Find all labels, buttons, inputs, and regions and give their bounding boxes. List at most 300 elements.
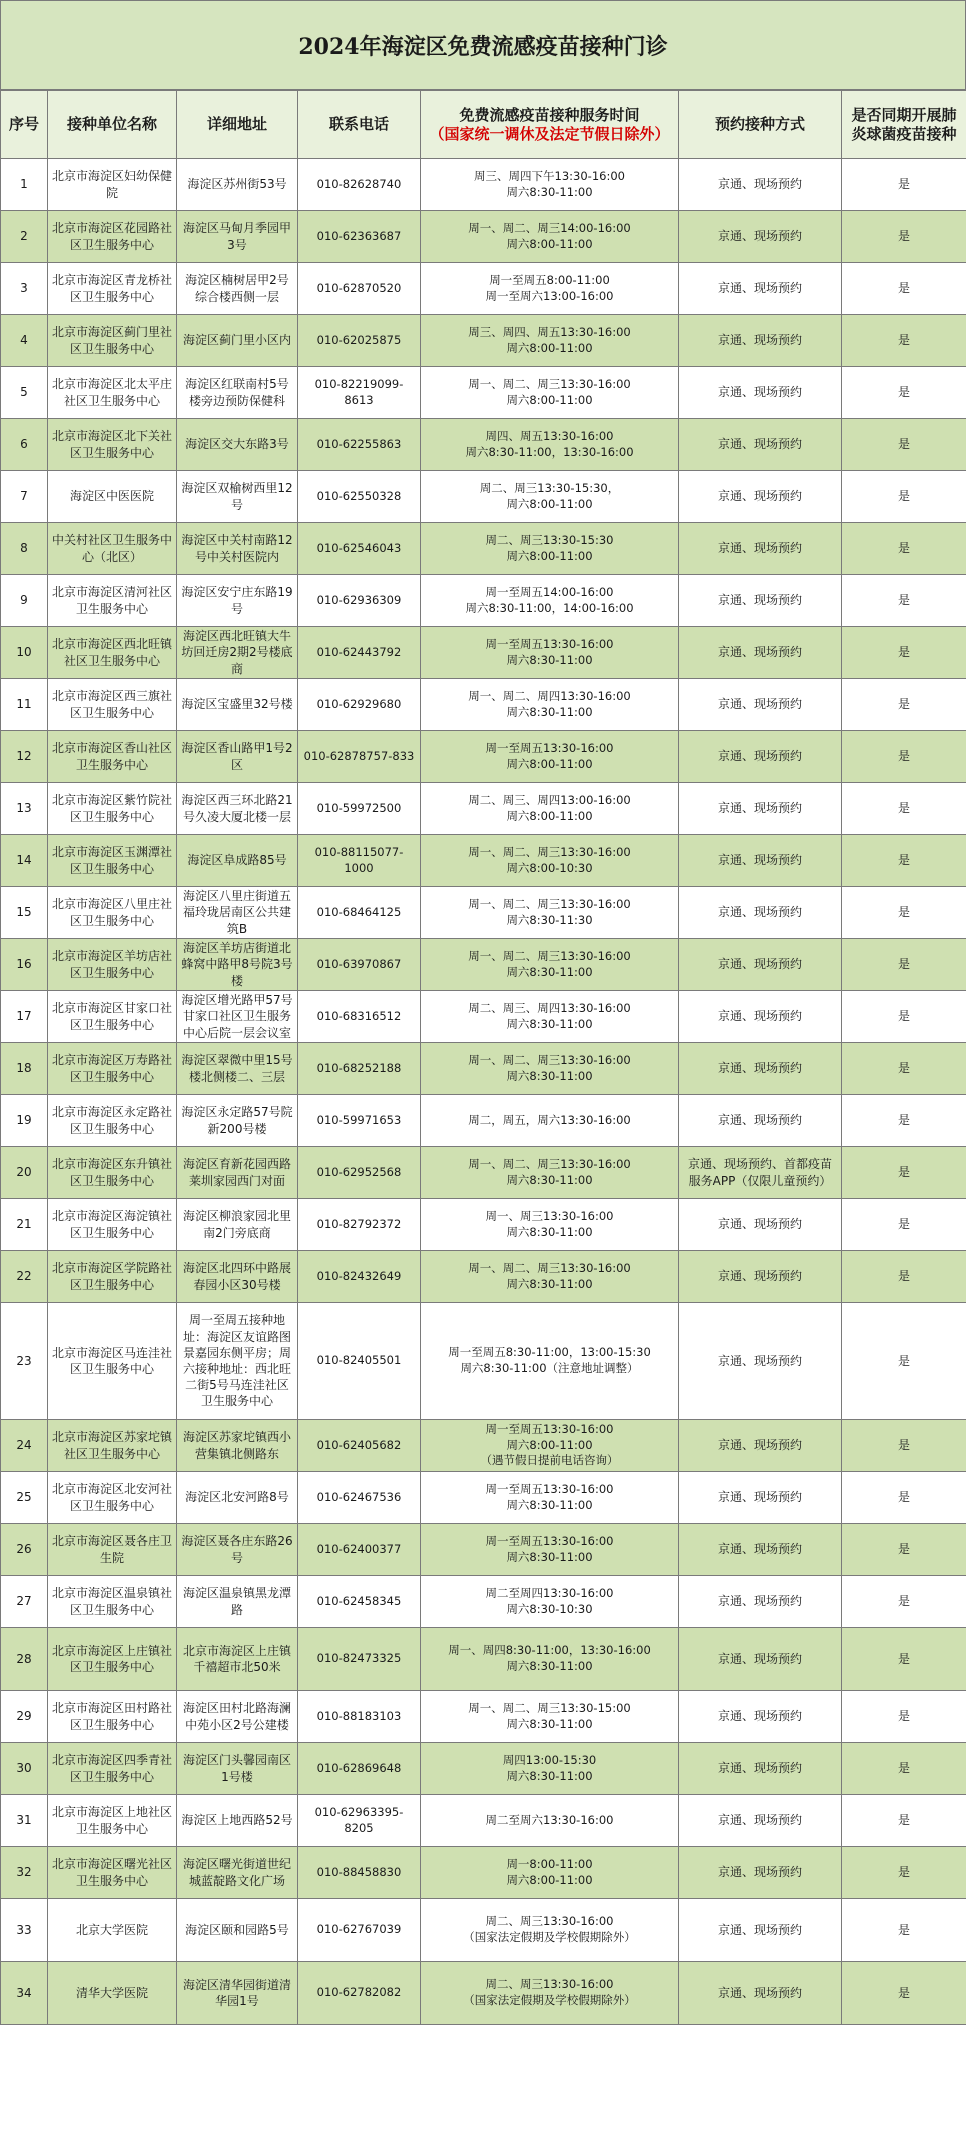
row-booking: 京通、现场预约 [679, 1303, 842, 1420]
row-phone: 010-62952568 [298, 1147, 421, 1199]
row-seq: 2 [1, 211, 48, 263]
row-hours-line: 周六8:00-11:00 [506, 236, 593, 251]
row-hours-line: 周六8:30-10:30 [506, 1601, 593, 1616]
row-booking: 京通、现场预约 [679, 211, 842, 263]
row-unit-name: 北京市海淀区田村路社区卫生服务中心 [48, 1691, 177, 1743]
row-hours [421, 1628, 679, 1691]
row-hours-line: 周六8:30-11:00 [506, 652, 593, 667]
row-address: 海淀区阜成路85号 [177, 835, 298, 887]
row-hours-line: 周三、周四下午13:30-16:00 [474, 168, 625, 183]
row-unit-name: 北京市海淀区蓟门里社区卫生服务中心 [48, 315, 177, 367]
row-hours [421, 1962, 679, 2025]
row-hours-line: 周一8:00-11:00 [506, 1856, 593, 1871]
row-hours [421, 211, 679, 263]
table-row [1, 1628, 966, 1691]
header-hours-main: 免费流感疫苗接种服务时间 [459, 105, 640, 124]
header-unit: 接种单位名称 [48, 91, 177, 159]
row-phone: 010-62443792 [298, 627, 421, 679]
row-hours-line: 周一至周六13:00-16:00 [485, 288, 614, 303]
row-booking: 京通、现场预约 [679, 939, 842, 991]
row-seq: 26 [1, 1524, 48, 1576]
row-pneumo: 是 [842, 575, 966, 627]
row-pneumo: 是 [842, 1628, 966, 1691]
row-phone: 010-88183103 [298, 1691, 421, 1743]
row-unit-name: 北京市海淀区羊坊店社区卫生服务中心 [48, 939, 177, 991]
table-row [1, 1576, 966, 1628]
row-phone: 010-62255863 [298, 419, 421, 471]
row-phone: 010-62467536 [298, 1472, 421, 1524]
row-phone: 010-59971653 [298, 1095, 421, 1147]
row-pneumo: 是 [842, 1199, 966, 1251]
row-unit-name: 北京市海淀区四季青社区卫生服务中心 [48, 1743, 177, 1795]
row-hours-line: 周一、周四8:30-11:00，13:30-16:00 [448, 1643, 651, 1658]
row-phone: 010-88458830 [298, 1847, 421, 1899]
row-address: 海淀区蓟门里小区内 [177, 315, 298, 367]
row-pneumo: 是 [842, 1043, 966, 1095]
row-booking: 京通、现场预约 [679, 1199, 842, 1251]
row-booking: 京通、现场预约 [679, 1420, 842, 1472]
row-hours-line: 周六8:30-11:00（注意地址调整） [460, 1361, 639, 1375]
row-seq: 20 [1, 1147, 48, 1199]
row-phone: 010-62929680 [298, 679, 421, 731]
row-hours-line: 周一、周二、周三13:30-15:00 [468, 1700, 631, 1715]
row-phone: 010-62546043 [298, 523, 421, 575]
row-address: 北京市海淀区上庄镇千禧超市北50米 [177, 1628, 298, 1691]
row-hours-line: 周一、周三13:30-16:00 [485, 1208, 614, 1223]
row-hours-line: 周六8:30-11:00，14:00-16:00 [465, 600, 634, 615]
row-hours [421, 1420, 679, 1472]
row-address: 海淀区红联南村5号楼旁边预防保健科 [177, 367, 298, 419]
row-hours-line: 周二、周三13:30-16:00 [485, 1914, 614, 1929]
table-row [1, 1847, 966, 1899]
row-pneumo: 是 [842, 1576, 966, 1628]
row-hours [421, 315, 679, 367]
row-seq: 31 [1, 1795, 48, 1847]
row-address: 周一至周五接种地址：海淀区友谊路图景嘉园东侧平房；周六接种地址：西北旺二街5号马连洼社区卫生服务中心 [177, 1303, 298, 1420]
row-phone: 010-82473325 [298, 1628, 421, 1691]
row-hours [421, 159, 679, 211]
row-unit-name: 北京市海淀区海淀镇社区卫生服务中心 [48, 1199, 177, 1251]
row-hours-line: （遇节假日提前电话咨询） [480, 1453, 619, 1468]
row-booking: 京通、现场预约 [679, 1576, 842, 1628]
row-booking: 京通、现场预约 [679, 991, 842, 1043]
row-phone: 010-68316512 [298, 991, 421, 1043]
row-address: 海淀区交大东路3号 [177, 419, 298, 471]
row-hours [421, 1147, 679, 1199]
table-row [1, 731, 966, 783]
row-hours-line: 周二至周四13:30-16:00 [485, 1585, 614, 1600]
header-seq: 序号 [1, 91, 48, 159]
row-pneumo: 是 [842, 1147, 966, 1199]
row-unit-name: 北京市海淀区聂各庄卫生院 [48, 1524, 177, 1576]
row-booking: 京通、现场预约 [679, 731, 842, 783]
row-hours-line: 周一、周二、周三13:30-16:00 [468, 1156, 631, 1171]
row-phone: 010-62878757-833 [298, 731, 421, 783]
row-seq: 3 [1, 263, 48, 315]
row-hours-line: 周一、周二、周三13:30-16:00 [468, 948, 631, 963]
page-title: 2024年海淀区免费流感疫苗接种门诊 [0, 0, 966, 90]
row-pneumo: 是 [842, 159, 966, 211]
row-hours [421, 1847, 679, 1899]
row-seq: 15 [1, 887, 48, 939]
row-hours [421, 1691, 679, 1743]
row-booking: 京通、现场预约 [679, 263, 842, 315]
row-phone: 010-82432649 [298, 1251, 421, 1303]
row-unit-name: 中关村社区卫生服务中心（北区） [48, 523, 177, 575]
row-hours-line: 周一、周二、周三13:30-16:00 [468, 1052, 631, 1067]
row-seq: 29 [1, 1691, 48, 1743]
row-hours-line: 周六8:00-11:00 [506, 496, 593, 511]
row-hours-line: （国家法定假期及学校假期除外） [463, 1930, 636, 1944]
row-address: 海淀区西北旺镇大牛坊回迁房2期2号楼底商 [177, 627, 298, 679]
row-pneumo: 是 [842, 263, 966, 315]
row-phone: 010-62550328 [298, 471, 421, 523]
row-unit-name: 北京市海淀区学院路社区卫生服务中心 [48, 1251, 177, 1303]
row-phone: 010-88115077-1000 [298, 835, 421, 887]
row-hours-line: 周六8:30-11:30 [506, 912, 593, 927]
row-seq: 7 [1, 471, 48, 523]
row-booking: 京通、现场预约 [679, 627, 842, 679]
row-booking: 京通、现场预约 [679, 1899, 842, 1962]
table-row [1, 1691, 966, 1743]
row-address: 海淀区翠微中里15号楼北侧楼二、三层 [177, 1043, 298, 1095]
row-unit-name: 北京市海淀区北安河社区卫生服务中心 [48, 1472, 177, 1524]
table-row [1, 1251, 966, 1303]
row-pneumo: 是 [842, 1303, 966, 1420]
row-hours-line: 周六8:00-10:30 [506, 860, 593, 875]
row-phone: 010-59972500 [298, 783, 421, 835]
row-hours-line: 周一至周五13:30-16:00 [485, 1481, 614, 1496]
row-hours-line: 周一至周五13:30-16:00 [485, 740, 614, 755]
table-row [1, 1147, 966, 1199]
row-seq: 12 [1, 731, 48, 783]
row-address: 海淀区香山路甲1号2区 [177, 731, 298, 783]
table-row [1, 263, 966, 315]
row-phone: 010-68464125 [298, 887, 421, 939]
row-pneumo: 是 [842, 1251, 966, 1303]
row-hours [421, 1251, 679, 1303]
row-pneumo: 是 [842, 679, 966, 731]
row-address: 海淀区苏家坨镇西小营集镇北侧路东 [177, 1420, 298, 1472]
row-hours-line: 周六8:30-11:00 [506, 184, 593, 199]
table-row [1, 1962, 966, 2025]
row-hours-line: 周六8:30-11:00 [506, 1659, 593, 1673]
row-address: 海淀区育新花园西路莱圳家园西门对面 [177, 1147, 298, 1199]
row-hours [421, 991, 679, 1043]
table-row [1, 939, 966, 991]
table-body [1, 159, 966, 2025]
row-address: 海淀区北四环中路展春园小区30号楼 [177, 1251, 298, 1303]
row-hours [421, 367, 679, 419]
row-address: 海淀区双榆树西里12号 [177, 471, 298, 523]
row-address: 海淀区聂各庄东路26号 [177, 1524, 298, 1576]
table-row [1, 1899, 966, 1962]
table-row [1, 679, 966, 731]
row-address: 海淀区颐和园路5号 [177, 1899, 298, 1962]
table-row [1, 471, 966, 523]
row-unit-name: 北京市海淀区妇幼保健院 [48, 159, 177, 211]
row-pneumo: 是 [842, 731, 966, 783]
row-seq: 22 [1, 1251, 48, 1303]
row-unit-name: 清华大学医院 [48, 1962, 177, 2025]
row-hours [421, 1095, 679, 1147]
row-hours-line: 周二，周五，周六13:30-16:00 [468, 1112, 631, 1127]
row-booking: 京通、现场预约 [679, 419, 842, 471]
row-pneumo: 是 [842, 1899, 966, 1962]
row-address: 海淀区西三环北路21号久凌大厦北楼一层 [177, 783, 298, 835]
row-hours [421, 939, 679, 991]
row-pneumo: 是 [842, 887, 966, 939]
row-hours-line: 周六8:00-11:00 [506, 392, 593, 407]
clinic-table [0, 90, 966, 2025]
table-header-row [1, 91, 966, 159]
row-booking: 京通、现场预约 [679, 367, 842, 419]
header-booking: 预约接种方式 [679, 91, 842, 159]
table-row [1, 1743, 966, 1795]
row-address: 海淀区北安河路8号 [177, 1472, 298, 1524]
row-hours [421, 887, 679, 939]
row-booking: 京通、现场预约 [679, 1628, 842, 1691]
row-unit-name: 北京市海淀区北太平庄社区卫生服务中心 [48, 367, 177, 419]
row-hours [421, 627, 679, 679]
row-hours-line: 周六8:30-11:00 [506, 1224, 593, 1239]
row-seq: 4 [1, 315, 48, 367]
row-pneumo: 是 [842, 1962, 966, 2025]
row-phone: 010-62363687 [298, 211, 421, 263]
row-seq: 13 [1, 783, 48, 835]
row-booking: 京通、现场预约 [679, 1524, 842, 1576]
row-address: 海淀区增光路甲57号甘家口社区卫生服务中心后院一层会议室 [177, 991, 298, 1043]
row-hours-line: 周一至周五13:30-16:00 [485, 636, 614, 651]
row-pneumo: 是 [842, 367, 966, 419]
row-hours-line: 周六8:30-11:00 [506, 1016, 593, 1031]
row-unit-name: 北京市海淀区曙光社区卫生服务中心 [48, 1847, 177, 1899]
row-hours-line: 周一至周五8:30-11:00，13:00-15:30 [448, 1345, 651, 1360]
row-unit-name: 北京市海淀区甘家口社区卫生服务中心 [48, 991, 177, 1043]
row-hours-line: （国家法定假期及学校假期除外） [463, 1993, 636, 2007]
row-pneumo: 是 [842, 1472, 966, 1524]
table-row [1, 575, 966, 627]
row-unit-name: 北京市海淀区清河社区卫生服务中心 [48, 575, 177, 627]
row-hours-line: 周一、周二、周三13:30-16:00 [468, 844, 631, 859]
row-phone: 010-82405501 [298, 1303, 421, 1420]
row-seq: 19 [1, 1095, 48, 1147]
row-phone: 010-68252188 [298, 1043, 421, 1095]
row-hours-line: 周一、周二、周三13:30-16:00 [468, 1260, 631, 1275]
row-pneumo: 是 [842, 1795, 966, 1847]
row-booking: 京通、现场预约 [679, 1795, 842, 1847]
row-booking: 京通、现场预约 [679, 1962, 842, 2025]
row-unit-name: 北京市海淀区东升镇社区卫生服务中心 [48, 1147, 177, 1199]
row-hours [421, 679, 679, 731]
row-phone: 010-62870520 [298, 263, 421, 315]
row-hours [421, 419, 679, 471]
row-hours-line: 周六8:30-11:00 [506, 704, 593, 719]
row-hours-line: 周三、周四、周五13:30-16:00 [468, 324, 631, 339]
row-booking: 京通、现场预约 [679, 887, 842, 939]
row-booking: 京通、现场预约 [679, 1472, 842, 1524]
row-unit-name: 北京市海淀区北下关社区卫生服务中心 [48, 419, 177, 471]
table-row [1, 1043, 966, 1095]
row-seq: 14 [1, 835, 48, 887]
row-booking: 京通、现场预约 [679, 471, 842, 523]
row-unit-name: 北京市海淀区紫竹院社区卫生服务中心 [48, 783, 177, 835]
row-phone: 010-62963395-8205 [298, 1795, 421, 1847]
row-address: 海淀区宝盛里32号楼 [177, 679, 298, 731]
row-address: 海淀区柳浪家园北里南2门旁底商 [177, 1199, 298, 1251]
row-booking: 京通、现场预约 [679, 783, 842, 835]
row-seq: 8 [1, 523, 48, 575]
row-hours-line: 周六8:30-11:00 [506, 1497, 593, 1512]
row-seq: 33 [1, 1899, 48, 1962]
row-address: 海淀区永定路57号院新200号楼 [177, 1095, 298, 1147]
row-unit-name: 北京市海淀区青龙桥社区卫生服务中心 [48, 263, 177, 315]
row-hours [421, 1199, 679, 1251]
row-hours-line: 周六8:30-11:00 [506, 1172, 593, 1187]
row-hours-line: 周二至周六13:30-16:00 [485, 1812, 614, 1827]
row-pneumo: 是 [842, 1095, 966, 1147]
table-row [1, 1524, 966, 1576]
row-pneumo: 是 [842, 315, 966, 367]
row-address: 海淀区羊坊店街道北蜂窝中路甲8号院3号楼 [177, 939, 298, 991]
row-address: 海淀区田村北路海澜中苑小区2号公建楼 [177, 1691, 298, 1743]
row-hours [421, 1899, 679, 1962]
table-row [1, 1095, 966, 1147]
row-hours-line: 周四13:00-15:30 [502, 1752, 597, 1767]
row-hours [421, 835, 679, 887]
row-unit-name: 北京市海淀区万寿路社区卫生服务中心 [48, 1043, 177, 1095]
row-seq: 21 [1, 1199, 48, 1251]
table-row [1, 887, 966, 939]
row-hours [421, 523, 679, 575]
table-row [1, 419, 966, 471]
row-seq: 1 [1, 159, 48, 211]
row-pneumo: 是 [842, 1420, 966, 1472]
table-row [1, 1420, 966, 1472]
header-hours [421, 91, 679, 159]
row-seq: 27 [1, 1576, 48, 1628]
row-booking: 京通、现场预约 [679, 315, 842, 367]
row-hours-line: 周一至周五8:00-11:00 [489, 272, 610, 287]
row-phone: 010-62025875 [298, 315, 421, 367]
row-hours-line: 周六8:30-11:00 [506, 1276, 593, 1291]
row-hours-line: 周六8:30-11:00 [506, 1549, 593, 1564]
row-hours-line: 周六8:30-11:00 [506, 1716, 593, 1731]
row-address: 海淀区门头馨园南区1号楼 [177, 1743, 298, 1795]
row-address: 海淀区温泉镇黑龙潭路 [177, 1576, 298, 1628]
row-unit-name: 北京市海淀区苏家坨镇社区卫生服务中心 [48, 1420, 177, 1472]
row-phone: 010-82219099-8613 [298, 367, 421, 419]
row-pneumo: 是 [842, 783, 966, 835]
row-address: 海淀区曙光街道世纪城蓝靛路文化广场 [177, 1847, 298, 1899]
row-seq: 10 [1, 627, 48, 679]
row-seq: 9 [1, 575, 48, 627]
row-pneumo: 是 [842, 939, 966, 991]
row-unit-name: 北京市海淀区上庄镇社区卫生服务中心 [48, 1628, 177, 1691]
row-hours [421, 1043, 679, 1095]
row-hours-line: 周四、周五13:30-16:00 [485, 428, 614, 443]
row-hours-line: 周一、周二、周四13:30-16:00 [468, 688, 631, 703]
row-unit-name: 北京市海淀区八里庄社区卫生服务中心 [48, 887, 177, 939]
row-seq: 23 [1, 1303, 48, 1420]
row-hours [421, 575, 679, 627]
row-hours [421, 1524, 679, 1576]
row-hours [421, 1576, 679, 1628]
row-pneumo: 是 [842, 1847, 966, 1899]
header-phone: 联系电话 [298, 91, 421, 159]
row-address: 海淀区中关村南路12号中关村医院内 [177, 523, 298, 575]
row-hours-line: 周一、周二、周三13:30-16:00 [468, 376, 631, 391]
row-unit-name: 北京大学医院 [48, 1899, 177, 1962]
row-booking: 京通、现场预约 [679, 1251, 842, 1303]
row-booking: 京通、现场预约 [679, 159, 842, 211]
row-pneumo: 是 [842, 835, 966, 887]
row-phone: 010-62767039 [298, 1899, 421, 1962]
table-row [1, 523, 966, 575]
row-hours-line: 周二、周三13:30-15:30 [485, 532, 614, 547]
row-pneumo: 是 [842, 1691, 966, 1743]
row-seq: 25 [1, 1472, 48, 1524]
row-hours [421, 1743, 679, 1795]
row-seq: 32 [1, 1847, 48, 1899]
table-row [1, 211, 966, 263]
table-row [1, 1199, 966, 1251]
row-unit-name: 北京市海淀区花园路社区卫生服务中心 [48, 211, 177, 263]
row-seq: 34 [1, 1962, 48, 2025]
row-hours-line: 周二、周三、周四13:00-16:00 [468, 792, 631, 807]
row-hours [421, 263, 679, 315]
row-hours-line: 周一至周五14:00-16:00 [485, 584, 614, 599]
row-booking: 京通、现场预约 [679, 523, 842, 575]
row-unit-name: 北京市海淀区上地社区卫生服务中心 [48, 1795, 177, 1847]
row-hours-line: 周二、周三、周四13:30-16:00 [468, 1000, 631, 1015]
row-seq: 24 [1, 1420, 48, 1472]
table-row [1, 159, 966, 211]
row-unit-name: 北京市海淀区玉渊潭社区卫生服务中心 [48, 835, 177, 887]
table-row [1, 1472, 966, 1524]
row-unit-name: 北京市海淀区香山社区卫生服务中心 [48, 731, 177, 783]
row-address: 海淀区清华园街道清华园1号 [177, 1962, 298, 2025]
row-booking: 京通、现场预约 [679, 1095, 842, 1147]
header-pneumo: 是否同期开展肺炎球菌疫苗接种 [842, 91, 966, 159]
row-booking: 京通、现场预约 [679, 575, 842, 627]
row-booking: 京通、现场预约 [679, 1691, 842, 1743]
row-pneumo: 是 [842, 991, 966, 1043]
header-hours-note: （国家统一调休及法定节假日除外） [429, 124, 670, 143]
row-hours-line: 周六8:00-11:00 [506, 1437, 593, 1452]
row-hours-line: 周六8:00-11:00 [506, 340, 593, 355]
row-seq: 5 [1, 367, 48, 419]
row-hours-line: 周二、周三13:30-16:00 [485, 1977, 614, 1992]
row-hours [421, 1795, 679, 1847]
row-booking: 京通、现场预约 [679, 679, 842, 731]
row-pneumo: 是 [842, 471, 966, 523]
table-row [1, 627, 966, 679]
table-row [1, 1795, 966, 1847]
row-hours-line: 周六8:00-11:00 [506, 756, 593, 771]
row-phone: 010-62458345 [298, 1576, 421, 1628]
row-hours-line: 周六8:30-11:00 [506, 1768, 593, 1783]
row-phone: 010-62869648 [298, 1743, 421, 1795]
row-booking: 京通、现场预约 [679, 1043, 842, 1095]
row-booking: 京通、现场预约 [679, 835, 842, 887]
row-seq: 16 [1, 939, 48, 991]
row-address: 海淀区苏州街53号 [177, 159, 298, 211]
row-hours-line: 周六8:00-11:00 [506, 548, 593, 563]
row-hours [421, 1472, 679, 1524]
row-phone: 010-82792372 [298, 1199, 421, 1251]
row-address: 海淀区马甸月季园甲3号 [177, 211, 298, 263]
